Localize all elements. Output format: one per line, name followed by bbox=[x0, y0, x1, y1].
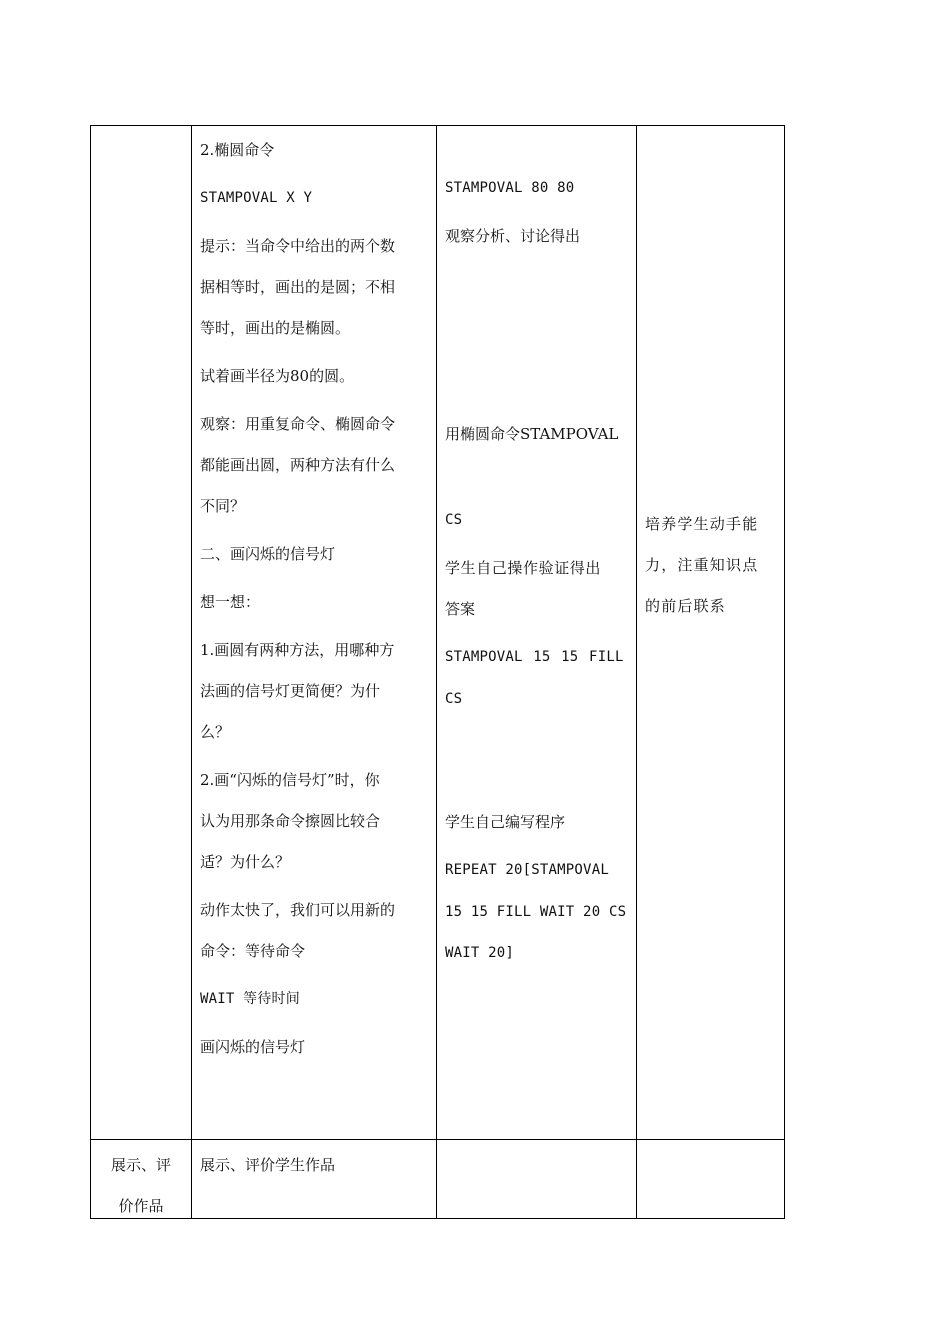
stage-label-line: 价作品 bbox=[118, 1197, 164, 1215]
content-line: WAIT 等待时间 bbox=[200, 991, 300, 1007]
activity-line: 学生自己编写程序 bbox=[445, 813, 566, 831]
design-intent-cell bbox=[645, 504, 780, 627]
content-line: 么？ bbox=[200, 723, 231, 741]
column-divider-1 bbox=[191, 126, 192, 1218]
column-divider-2 bbox=[436, 126, 437, 1218]
row-divider bbox=[91, 1139, 784, 1140]
content-line: 试着画半径为80的圆。 bbox=[200, 367, 355, 385]
activity-line: REPEAT 20[STAMPOVAL bbox=[445, 862, 609, 878]
student-activity-cell bbox=[445, 126, 631, 1126]
lesson-plan-table bbox=[90, 125, 785, 1219]
content-line: 画闪烁的信号灯 bbox=[200, 1038, 306, 1056]
content-line: 认为用那条命令擦圆比较合 bbox=[200, 812, 381, 830]
content-line: 2.画“闪烁的信号灯”时，你 bbox=[200, 771, 380, 789]
content-line: 都能画出圆，两种方法有什么 bbox=[200, 456, 396, 474]
activity-line: 答案 bbox=[445, 600, 476, 618]
activity-line: 学生自己操作验证得出 bbox=[445, 559, 602, 577]
activity-line: STAMPOVAL 15 15 FILL bbox=[445, 649, 624, 665]
content-line: 动作太快了，我们可以用新的 bbox=[200, 901, 396, 919]
content-line: 法画的信号灯更简便？为什 bbox=[200, 682, 381, 700]
content-line: 二、画闪烁的信号灯 bbox=[200, 545, 336, 563]
content-line: 展示、评价学生作品 bbox=[200, 1156, 336, 1174]
content-line: 提示：当命令中给出的两个数 bbox=[200, 237, 396, 255]
content-line: 观察：用重复命令、椭圆命令 bbox=[200, 415, 396, 433]
content-line: STAMPOVAL X Y bbox=[200, 190, 313, 206]
content-line: 不同？ bbox=[200, 497, 246, 515]
intent-line: 力，注重知识点 bbox=[645, 556, 759, 574]
activity-line: CS bbox=[445, 691, 463, 707]
stage-label-line: 展示、评 bbox=[110, 1156, 171, 1174]
content-line: 1.画圆有两种方法，用哪种方 bbox=[200, 641, 395, 659]
stage-label-cell bbox=[91, 1145, 191, 1227]
content-line: 等时，画出的是椭圆。 bbox=[200, 319, 351, 337]
activity-line: 15 15 FILL WAIT 20 CS bbox=[445, 904, 627, 920]
intent-line: 培养学生动手能 bbox=[645, 515, 759, 533]
column-divider-3 bbox=[636, 126, 637, 1218]
content-line: 据相等时，画出的是圆；不相 bbox=[200, 278, 396, 296]
activity-line: 观察分析、讨论得出 bbox=[445, 227, 581, 245]
content-line: 适？为什么？ bbox=[200, 853, 291, 871]
activity-line: CS bbox=[445, 512, 463, 528]
activity-line: WAIT 20] bbox=[445, 945, 515, 961]
content-line: 命令：等待命令 bbox=[200, 942, 306, 960]
teaching-content-cell bbox=[200, 130, 428, 1068]
activity-line: STAMPOVAL 80 80 bbox=[445, 180, 575, 196]
activity-line: 用椭圆命令STAMPOVAL bbox=[445, 425, 619, 443]
content-line: 2.椭圆命令 bbox=[200, 141, 275, 159]
content-line: 想一想： bbox=[200, 593, 261, 611]
showcase-content-cell bbox=[200, 1145, 428, 1186]
intent-line: 的前后联系 bbox=[645, 597, 727, 615]
